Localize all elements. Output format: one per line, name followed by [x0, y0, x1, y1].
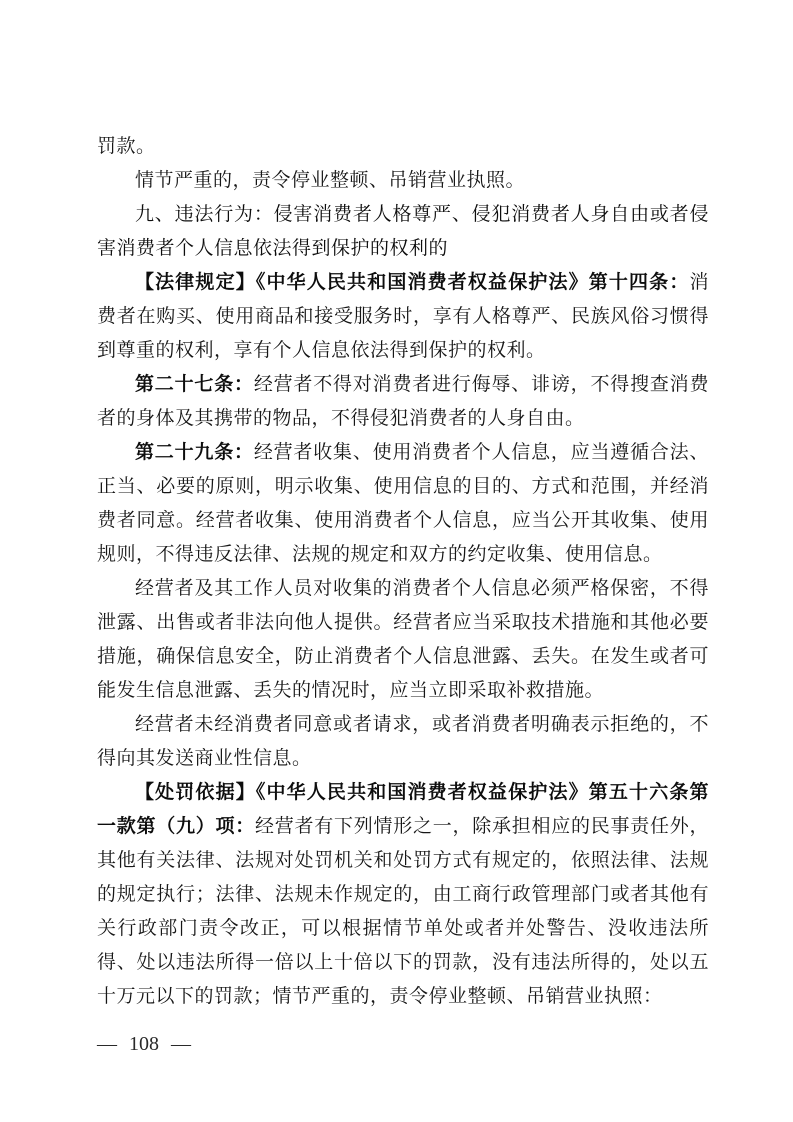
text-run: 经营者有下列情形之一，除承担相应的民事责任外，其他有关法律、法规对处罚机关和处罚方式有规定的，依照法律、法规的规定执行；法律、法规未作规定的，由工商行政管理部门或者其他有关行政部门责令改正，可以根据情节单处或者并处警告、没收违法所得、处以违法所得一倍以上十倍以下的罚款，没有违法所得的，处以五十万元以下的罚款；情节严重的，责令停业整顿、吊销营业执照：	[97, 816, 709, 1007]
text-run: 情节严重的，责令停业整顿、吊销营业执照。	[135, 170, 526, 191]
section-heading	[97, 198, 709, 266]
footer-left-dash: —	[97, 1033, 117, 1055]
text-run: 经营者收集、使用消费者个人信息，应当遵循合法、正当、必要的原则，明示收集、使用信息的目的、方式和范围，并经消费者同意。经营者收集、使用消费者个人信息，应当公开其收集、使用规则，不得违反法律、法规的规定和双方的约定收集、使用信息。	[97, 442, 709, 565]
bold-label: 第二十七条：	[135, 374, 254, 395]
text-run: 九、违法行为：侵害消费者人格尊严、侵犯消费者人身自由或者侵害消费者个人信息依法得到保护的权利的	[97, 204, 709, 259]
text-run: 经营者未经消费者同意或者请求，或者消费者明确表示拒绝的，不得向其发送商业性信息。	[97, 714, 709, 769]
bold-label: 【法律规定】《中华人民共和国消费者权益保护法》第十四条：	[135, 272, 690, 293]
paragraph	[97, 572, 709, 708]
paragraph	[97, 436, 709, 572]
paragraph	[97, 266, 709, 368]
paragraph	[97, 368, 709, 436]
paragraph	[97, 708, 709, 776]
paragraph	[97, 776, 709, 1014]
page-footer	[97, 1030, 191, 1058]
paragraph	[97, 164, 709, 198]
text-run: 消费者在购买、使用商品和接受服务时，享有人格尊严、民族风俗习惯得到尊重的权利，享有个人信息依法得到保护的权利。	[97, 272, 709, 361]
page-number: 108	[129, 1033, 159, 1055]
paragraph	[97, 130, 709, 164]
bold-label: 第二十九条：	[135, 442, 254, 463]
text-run: 罚款。	[97, 136, 156, 157]
bold-label: 【处罚依据】《中华人民共和国消费者权益保护法》第五十六条第一款第（九）项：	[97, 782, 709, 837]
text-run: 经营者不得对消费者进行侮辱、诽谤，不得搜查消费者的身体及其携带的物品，不得侵犯消费者的人身自由。	[97, 374, 709, 429]
text-run: 经营者及其工作人员对收集的消费者个人信息必须严格保密，不得泄露、出售或者非法向他人提供。经营者应当采取技术措施和其他必要措施，确保信息安全，防止消费者个人信息泄露、丢失。在发生或者可能发生信息泄露、丢失的情况时，应当立即采取补救措施。	[97, 578, 709, 701]
document-body	[97, 130, 709, 1014]
footer-right-dash: —	[171, 1033, 191, 1055]
